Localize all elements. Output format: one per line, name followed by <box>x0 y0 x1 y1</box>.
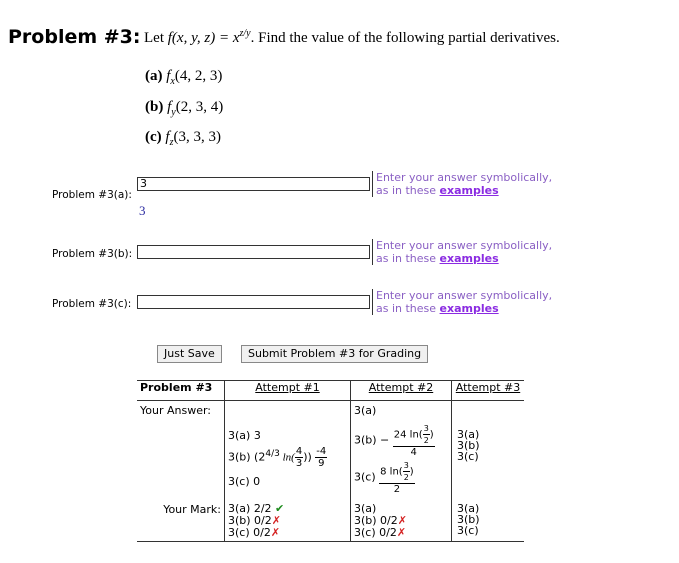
frac-num: 8 ln( <box>380 466 403 478</box>
part-tag: (c) <box>145 129 162 145</box>
attempts-table <box>137 380 524 542</box>
answer-exp: 4/3 <box>265 448 280 459</box>
part-expr: f <box>167 99 172 115</box>
mark-text: 3(c) <box>457 524 479 537</box>
mark-text: 3(a) 2/2 <box>228 502 272 515</box>
attempt-1-header[interactable]: Attempt #1 <box>225 381 351 401</box>
attempt-3-answer-b: 3(b) <box>457 439 480 452</box>
mark-text: 3(b) 0/2 <box>228 514 272 527</box>
attempt-2-answer-a: 3(a) <box>354 404 377 417</box>
attempt-3-mark <box>452 495 525 542</box>
attempt-2-header[interactable]: Attempt #2 <box>351 381 452 401</box>
part-args: (3, 3, 3) <box>173 129 221 145</box>
submit-button[interactable]: Submit Problem #3 for Grading <box>241 345 428 363</box>
frac-num: 24 ln( <box>393 429 423 441</box>
answer-text: 3(b) − <box>354 433 390 447</box>
cross-icon: ✗ <box>270 526 281 539</box>
part-b <box>145 99 223 118</box>
part-sub: z <box>169 137 174 148</box>
attempt-3-answer-a: 3(a) <box>457 428 480 441</box>
examples-link[interactable]: examples <box>439 302 499 315</box>
answer-hint-b <box>372 239 566 265</box>
part-expr: f <box>166 68 171 84</box>
cross-icon: ✗ <box>271 514 281 527</box>
answer-preview-a: 3 <box>139 203 146 218</box>
frac-den: 2 <box>403 473 409 482</box>
attempt-3-answer-c: 3(c) <box>457 450 479 463</box>
answer-text: 3(b) (2 <box>228 450 266 464</box>
answer-label-c: Problem #3(c): <box>52 298 132 310</box>
attempt-1-mark <box>225 495 351 542</box>
answer-hint-a <box>372 171 566 197</box>
mark-text: 3(c) 0/2 <box>354 526 397 539</box>
part-sub: y <box>171 107 176 118</box>
frac-num: 3 <box>403 461 409 470</box>
part-tag: (a) <box>145 68 163 84</box>
answer-label-a: Problem #3(a): <box>52 189 132 201</box>
answer-input-c[interactable] <box>137 295 370 309</box>
your-answer-label: Your Answer: <box>140 404 212 417</box>
frac-num: 3 <box>423 424 429 433</box>
answer-text: 3(c) <box>354 470 376 484</box>
attempts-header: Problem #3 <box>140 381 213 394</box>
question-task: . Find the value of the following partial derivatives. <box>250 30 560 46</box>
question-text <box>144 28 560 47</box>
frac-den: 2 <box>423 436 429 445</box>
frac-den: 2 <box>393 484 401 495</box>
question-function: f(x, y, z) = x <box>167 30 240 46</box>
cross-icon: ✗ <box>397 514 407 527</box>
attempt-1-answer-c: 3(c) 0 <box>228 475 261 488</box>
check-icon: ✔ <box>275 502 285 515</box>
hint-text: Enter your answer symbolically, <box>376 239 553 252</box>
hint-text: Enter your answer symbolically, <box>376 289 553 302</box>
answer-text: ln( <box>279 451 295 464</box>
frac-den: 4 <box>410 447 417 458</box>
answer-input-a[interactable]: 3 <box>137 177 370 191</box>
question-exponent: z/y <box>239 28 251 39</box>
hint-text: as in these <box>376 184 437 197</box>
attempt-3-header[interactable]: Attempt #3 <box>452 381 525 401</box>
attempt-2-mark <box>351 495 452 542</box>
frac-den: 9 <box>318 458 325 469</box>
examples-link[interactable]: examples <box>439 252 499 265</box>
mark-text: 3(c) 0/2 <box>228 526 271 539</box>
mark-text: 3(b) <box>457 513 480 526</box>
just-save-button[interactable]: Just Save <box>157 345 222 363</box>
part-c <box>145 129 221 148</box>
frac-num: 4 <box>295 446 303 457</box>
attempt-2-answer <box>351 401 452 496</box>
problem-title: Problem #3: <box>8 26 141 48</box>
part-sub: x <box>170 76 175 87</box>
cross-icon: ✗ <box>396 526 407 539</box>
hint-text: Enter your answer symbolically, <box>376 171 553 184</box>
answer-input-b[interactable] <box>137 245 370 259</box>
answer-text: )) <box>303 450 316 464</box>
attempt-1-answer <box>225 401 351 496</box>
frac-den: 3 <box>295 458 303 469</box>
hint-text: as in these <box>376 252 437 265</box>
attempt-1-answer-b <box>228 446 347 469</box>
fraction <box>295 446 303 469</box>
part-tag: (b) <box>145 99 164 115</box>
frac-num: -4 <box>316 446 327 457</box>
part-args: (2, 3, 4) <box>175 99 224 115</box>
part-a <box>145 68 222 87</box>
mark-text: 3(a) <box>354 502 377 515</box>
part-expr: f <box>165 129 170 145</box>
attempt-3-answer <box>452 401 525 496</box>
fraction: 8 ln( $\frac{3}{2}$ ) 2 <box>380 461 414 495</box>
mark-text: 3(a) <box>457 502 480 515</box>
mark-text: 3(b) 0/2 <box>354 514 398 527</box>
attempt-2-answer-c <box>354 460 448 495</box>
part-args: (4, 2, 3) <box>174 68 223 84</box>
fraction: 24 ln( $\frac{3}{2}$ ) 4 <box>393 424 434 458</box>
attempt-1-answer-a: 3(a) 3 <box>228 429 261 442</box>
examples-link[interactable]: examples <box>439 184 499 197</box>
your-mark-label: Your Mark: <box>137 495 225 542</box>
answer-label-b: Problem #3(b): <box>52 248 133 260</box>
hint-text: as in these <box>376 302 437 315</box>
question-intro: Let <box>144 30 164 46</box>
fraction <box>315 446 327 469</box>
attempt-2-answer-b <box>354 423 448 458</box>
answer-hint-c <box>372 289 566 315</box>
